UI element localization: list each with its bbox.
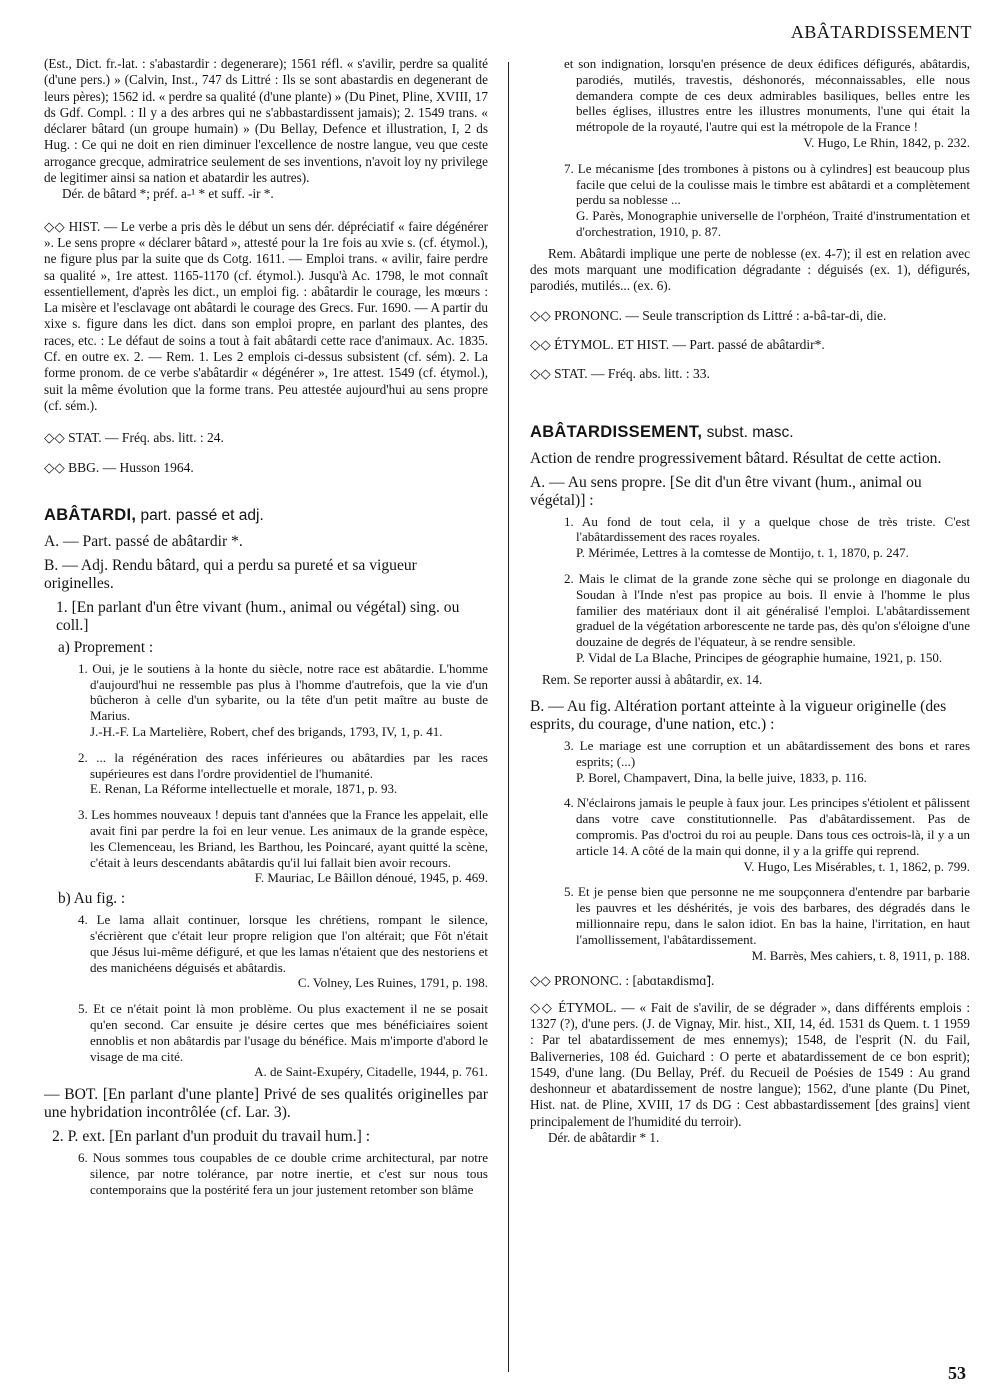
part-of-speech: part. passé et adj.: [140, 506, 264, 524]
example-source: P. Borel, Champavert, Dina, la belle juive, 1833, p. 116.: [576, 769, 867, 785]
headword-abatardi: ABÂTARDI,: [44, 505, 137, 524]
example-text: 7. Le mécanisme [des trombones à pistons ou à cylindres] est beaucoup plus facile que celui de la coulisse mais le timbre est abâtardi et a complètement perdu sa noblesse ...: [564, 160, 970, 208]
example-text: 4. Le lama allait continuer, lorsque les chrétiens, rompant le silence, s'écrièrent que c'était leur propre religion que l'on altérait; que Fôt n'était que Jésus lui-même défiguré, et que les lamas n'étaient que des nestoriens et des manichéens déguisés et abâtardis.: [78, 912, 488, 975]
example-6: [78, 1150, 488, 1197]
etymol-line-1: ◇◇ ÉTYMOL. ET HIST. — Part. passé de abâtardir*.: [530, 336, 825, 352]
sense-b: B. — Adj. Rendu bâtard, qui a perdu sa pureté et sa vigueur originelles.: [44, 556, 417, 592]
example-1: [564, 514, 970, 561]
entry-heading-abatardi: [44, 506, 488, 525]
stat-line-2: ◇◇ STAT. — Fréq. abs. litt. : 33.: [530, 366, 710, 382]
example-text: et son indignation, lorsqu'en présence de deux édifices défigurés, abâtardis, parodiés, mutilés, travestis, déshonorés, méconnaissables, elle nous demandera compte de ces deux admirables basiliques, belles entre les belles églises, illustres entre les illustres monuments, l'une qui était la métropole de la royauté, l'autre qui est la métropole de la France !: [564, 56, 970, 135]
headword-abatardissement: ABÂTARDISSEMENT,: [530, 422, 703, 441]
prononc-line-1: ◇◇ PRONONC. — Seule transcription ds Littré : a-bâ-tar-di, die.: [530, 307, 887, 323]
example-source: G. Parès, Monographie universelle de l'orphéon, Traité d'instrumentation et d'orchestration, 1910, p. 87.: [576, 208, 970, 239]
example-source: A. de Saint-Exupéry, Citadelle, 1944, p. 761.: [254, 1064, 488, 1080]
example-text: 5. Et ce n'était point là mon problème. Ou plus exactement il ne se posait qu'en second. Car ensuite je désire certes que mes bénéficiaires soient ennoblis et non abâtardis par l'usage du bénéfice. Mais m'importe d'abord le visage de ma cité.: [78, 1001, 488, 1064]
example-5: [78, 1001, 488, 1080]
bot-sense: — BOT. [En parlant d'une plante] Privé de ses qualités originelles par une hybridation incontrôlée (cf. Lar. 3).: [44, 1086, 488, 1122]
example-text: 1. Oui, je le soutiens à la honte du siècle, notre race est abâtardie. L'homme d'aujourd'hui ne ressemble pas plus à l'homme d'autrefois, que la vie d'un bûcheron à celle d'un sybarite, ou la tête d'un petit maître au buste de Marius.: [78, 660, 488, 724]
example-3: [564, 738, 970, 785]
example-text: 4. N'éclairons jamais le peuple à faux jour. Les principes s'étiolent et pâlissent dans votre cave constitutionnelle. Pas d'abâtardissement. Pas de compromis. Pas d'octroi du roi au peuple. Dans tous ces octrois-là, il y a un article 14. A côté de la main qui donne, il y a la griffe qui reprend.: [564, 795, 970, 858]
example-source: V. Hugo, Le Rhin, 1842, p. 232.: [803, 134, 970, 150]
example-source: E. Renan, La Réforme intellectuelle et morale, 1871, p. 93.: [90, 781, 398, 797]
example-5: [564, 884, 970, 963]
derivation-note: Dér. de bâtard *; préf. a-¹ * et suff. -ir *.: [62, 186, 274, 202]
example-text: 1. Au fond de tout cela, il y a quelque chose de très triste. C'est l'abâtardissement des races royales.: [564, 513, 970, 545]
example-4: [564, 795, 970, 874]
bbg-line: ◇◇ BBG. — Husson 1964.: [44, 459, 194, 475]
etymology-continuation: (Est., Dict. fr.-lat. : s'abastardir : degenerare); 1561 réfl. « s'avilir, perdre sa qualité (d'une pers.) » (Calvin, Inst., 747 ds Littré : Ils se sont abastardis en degenerant de leurs pères); 1562 id. « perdre sa qualité (d'une plante) » (Du Pinet, Pline, XVIII, 17 ds Gdf. Compl. : Il y a des arbres qui ne s'abbastardissent jamais); 2. 1549 trans. « déclarer bâtard (un groupe humain) » (Du Bellay, Defence et illustration, I, 2 ds Hug. : Ce qui ne doit en rien diminuer l'excellence de nostre langue, veu que ceste arrogance grecque, admiratrice seulement de ses inventions, n'avoit loy ny privilege de legitimer ainsi sa nation et abatardir les autres).: [44, 56, 488, 186]
subsense-1: 1. [En parlant d'un être vivant (hum., animal ou végétal) sing. ou coll.]: [56, 598, 460, 634]
example-source: P. Mérimée, Lettres à la comtesse de Montijo, t. 1, 1870, p. 247.: [576, 545, 909, 561]
remark-2: Rem. Se reporter aussi à abâtardir, ex. 14.: [542, 671, 763, 687]
example-source: J.-H.-F. La Martelière, Robert, chef des brigands, 1793, IV, 1, p. 41.: [90, 724, 443, 740]
example-3: [78, 807, 488, 886]
example-text: 3. Les hommes nouveaux ! depuis tant d'années que la France les appelait, elle avait fini par perdre la foi en leur venue. Les animaux de la grande espèce, les Clemenceau, les Briand, les Barthou, les Poincaré, ayant quitté la scène, c'était à leurs descendants abâtardis qu'il lui fallait bien avoir recours.: [78, 807, 488, 870]
right-column: [530, 56, 970, 1146]
example-4: [78, 912, 488, 991]
part-of-speech: subst. masc.: [706, 423, 794, 441]
prononc-line-2: ◇◇ PRONONC. : [abɑtaʀdismɑ̃].: [530, 973, 715, 989]
etymol-section-2: ◇◇ ÉTYMOL. — « Fait de s'avilir, de se dégrader », dans différents emplois : 1327 (?), d'une pers. (J. de Vignay, Mir. hist., XII, 14, éd. 1531 ds Quem. t. 1 1959 : Par tel abatardissement de mes ennemys); 1548, de l'esprit (N. du Fail, Baliverneries, 108 éd. Guichard : O perte et abatardissement de ce bon esprit); 1549, d'une lang. (Du Bellay, Préf. du Recueil de Poésies de 1549 : Au grand deshonneur et abatardissement de nostre langue); 1562, d'une plante (Du Pinet, Hist. nat. de Pline, XVIII, 17 ds DG : Cest abbastardissement [des grains] vient principalement de l'humidité du terroir).: [530, 999, 970, 1129]
sense-b: B. — Au fig. Altération portant atteinte à la vigueur originelle (des esprits, du courage, d'une nation, etc.) :: [530, 698, 947, 734]
example-source: C. Volney, Les Ruines, 1791, p. 198.: [297, 975, 488, 991]
example-source: P. Vidal de La Blache, Principes de géographie humaine, 1921, p. 150.: [576, 649, 943, 665]
example-2: [564, 571, 970, 666]
derivation-note-2: Dér. de abâtardir * 1.: [548, 1130, 660, 1146]
example-text: 6. Nous sommes tous coupables de ce double crime architectural, par notre silence, par notre tolérance, par notre inertie, et c'est sur nous tous contemporains que la postérité fera un jour justement retomber son blâme: [78, 1150, 488, 1197]
sense-a: A. — Au sens propre. [Se dit d'un être vivant (hum., animal ou végétal)] :: [530, 473, 922, 509]
subsense-a: a) Proprement :: [58, 638, 154, 656]
sense-a: A. — Part. passé de abâtardir *.: [44, 532, 243, 550]
entry-heading-abatardissement: [530, 423, 970, 442]
page-number: 53: [948, 1363, 966, 1383]
hist-section: ◇◇ HIST. — Le verbe a pris dès le début un sens dér. dépréciatif « faire dégénérer ». Le sens propre « déclarer bâtard », attesté pour la 1re fois au xvie s. (cf. étymol.), ne figure plus par la suite que ds Cotg. 1611. — Emploi trans. « avilir, faire perdre sa qualité », 1re attest. 1165-1170 (cf. étymol.). Jusqu'à Ac. 1798, le mot connaît essentiellement, d'après les dict., un emploi fig. : abâtardir le courage, les mœurs : La misère et l'esclavage ont abâtardi le courage des Grecs. Fur. 1690. — A partir du xixe s. figure dans les dict. dans son emploi propre, en parlant des plantes, des races, etc. : Le défaut de soins a tout à fait abâtardi cette race d'animaux. Ac. 1835. Cf. en outre ex. 2. — Rem. 1. Les 2 emplois ci-dessus subsistent (cf. sém). 2. La forme pronom. de ce verbe s'abâtardir « dégénérer », 1re attest. 1549 (cf. étymol.), suit la même évolution que la forme trans. Peu attestée aujourd'hui au sens propre (cf. sém.).: [44, 218, 488, 413]
example-text: 2. Mais le climat de la grande zone sèche qui se prolonge en diagonale du Soudan à l'Inde n'est pas propice au bois. Il envie à l'homme le plus familier des matériaux dont il ait généralisé l'emploi. L'abâtardissement graduel de la végétation arborescente ne tarde pas, dès qu'on s'éloigne d'une douzaine de degrés de l'équateur, à se rendre sensible.: [564, 570, 970, 650]
example-text: 5. Et je pense bien que personne ne me soupçonnera d'entendre par barbarie les pauvres et les déshérités, je vois des barbares, des dégradés dans le millionnaire repu, dans le salon idiot. En bas la haine, l'irritation, en haut l'amollissement, l'abâtardissement.: [564, 884, 970, 947]
subsense-2: 2. P. ext. [En parlant d'un produit du travail hum.] :: [52, 1128, 371, 1146]
example-text: 2. ... la régénération des races inférieures ou abâtardies par les races supérieures est dans l'ordre providentiel de l'humanité.: [78, 749, 488, 781]
column-rule: [508, 62, 509, 1372]
running-head: ABÂTARDISSEMENT: [790, 22, 972, 42]
example-1: [78, 661, 488, 740]
example-2: [78, 750, 488, 797]
stat-line: ◇◇ STAT. — Fréq. abs. litt. : 24.: [44, 430, 224, 446]
definition: Action de rendre progressivement bâtard. Résultat de cette action.: [530, 449, 942, 467]
example-7: [564, 161, 970, 240]
example-source: V. Hugo, Les Misérables, t. 1, 1862, p. 799.: [743, 858, 970, 874]
remark-1: Rem. Abâtardi implique une perte de noblesse (ex. 4-7); il est en relation avec des mots marquant une modification dégradante : déguisés (ex. 1), défigurés, parodiés, mutilés... (ex. 6).: [530, 245, 970, 294]
example-text: 3. Le mariage est une corruption et un abâtardissement des bons et rares esprits; (...): [564, 738, 970, 769]
subsense-b: b) Au fig. :: [58, 890, 126, 908]
example-source: M. Barrès, Mes cahiers, t. 8, 1911, p. 188.: [751, 947, 970, 963]
left-column: [44, 56, 488, 1198]
example-source: F. Mauriac, Le Bâillon dénoué, 1945, p. 469.: [254, 870, 488, 886]
example-6-continued: [564, 56, 970, 151]
